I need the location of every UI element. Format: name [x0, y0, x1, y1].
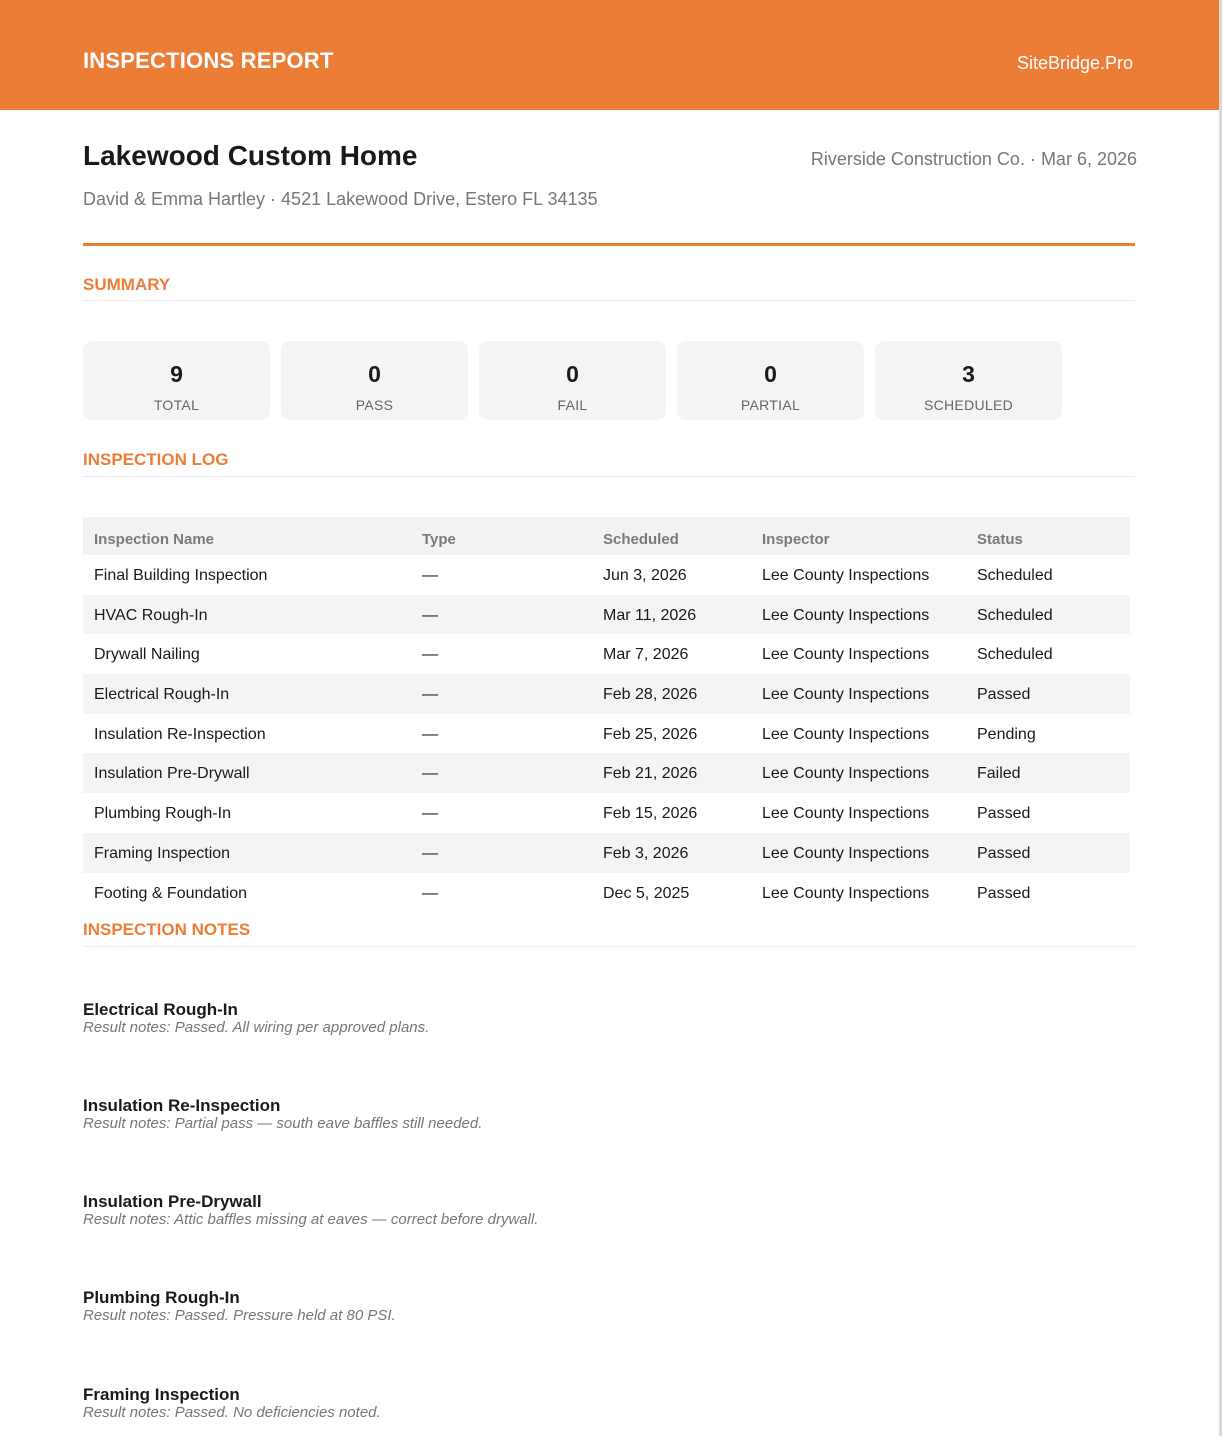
cell-inspection-name: Framing Inspection — [94, 844, 231, 862]
inspection-notes-heading: INSPECTION NOTES — [83, 920, 251, 939]
brand-name: SiteBridge.Pro — [1016, 53, 1133, 73]
cell-inspection-name: Insulation Re-Inspection — [94, 725, 266, 743]
cell-inspection-name: Drywall Nailing — [94, 646, 200, 664]
cell-type: — — [422, 646, 438, 664]
cell-type: — — [422, 686, 438, 704]
cell-inspection-name: Plumbing Rough-In — [94, 805, 231, 823]
cell-type: — — [422, 567, 438, 584]
cell-inspection-name: Final Building Inspection — [94, 567, 268, 584]
table-header-row — [83, 517, 1130, 555]
cell-type: — — [422, 725, 438, 743]
stat-card-total — [83, 341, 270, 420]
project-meta: Riverside Construction Co. · Mar 6, 2026 — [810, 149, 1137, 169]
cell-scheduled: Dec 5, 2025 — [603, 884, 690, 902]
cell-inspector: Lee County Inspections — [762, 646, 930, 664]
report-title: INSPECTIONS REPORT — [83, 48, 334, 73]
cell-status: Passed — [977, 884, 1031, 902]
summary-divider — [83, 300, 1135, 301]
table-row — [83, 674, 1130, 714]
cell-inspection-name: Insulation Pre-Drywall — [94, 765, 250, 783]
note-item — [83, 1193, 538, 1229]
column-header-status: Status — [977, 531, 1023, 548]
note-text: Result notes: Passed. All wiring per approved plans. — [83, 1019, 430, 1036]
cell-scheduled: Mar 7, 2026 — [603, 646, 689, 664]
cell-inspector: Lee County Inspections — [762, 606, 930, 624]
cell-status: Pending — [977, 725, 1036, 743]
stat-label: PASS — [355, 397, 394, 413]
note-title: Electrical Rough-In — [83, 1000, 238, 1019]
stat-card-pass — [281, 341, 468, 420]
cell-type: — — [422, 606, 438, 624]
cell-scheduled: Feb 21, 2026 — [603, 765, 698, 783]
cell-status: Passed — [977, 805, 1031, 823]
column-header-scheduled: Scheduled — [603, 531, 679, 548]
cell-inspector: Lee County Inspections — [762, 725, 930, 743]
table-row — [83, 833, 1130, 873]
table-row — [83, 714, 1130, 754]
inspection-log-table — [83, 517, 1130, 912]
column-header-name: Inspection Name — [94, 531, 215, 548]
header-divider — [83, 243, 1135, 246]
cell-inspection-name: Electrical Rough-In — [94, 686, 230, 704]
stat-label: TOTAL — [153, 397, 200, 413]
cell-inspector: Lee County Inspections — [762, 567, 930, 584]
table-row — [83, 753, 1130, 793]
cell-inspection-name: Footing & Foundation — [94, 884, 247, 902]
cell-inspector: Lee County Inspections — [762, 844, 930, 862]
project-address: David & Emma Hartley · 4521 Lakewood Drive, Estero FL 34135 — [83, 189, 598, 209]
cell-status: Passed — [977, 844, 1031, 862]
report-banner — [0, 0, 1219, 110]
table-row — [83, 634, 1130, 674]
inspection-log-divider — [83, 476, 1135, 477]
cell-scheduled: Jun 3, 2026 — [603, 567, 687, 584]
cell-status: Scheduled — [977, 606, 1053, 624]
note-text: Result notes: Passed. Pressure held at 80 PSI. — [83, 1307, 396, 1324]
column-header-type: Type — [422, 531, 456, 548]
cell-inspector: Lee County Inspections — [762, 884, 930, 902]
note-item — [83, 1386, 381, 1422]
cell-inspector: Lee County Inspections — [762, 765, 930, 783]
note-title: Insulation Pre-Drywall — [83, 1192, 262, 1211]
cell-type: — — [422, 844, 438, 862]
stat-value: 0 — [566, 361, 579, 387]
stat-card-scheduled — [875, 341, 1062, 420]
cell-status: Scheduled — [977, 646, 1053, 664]
stat-card-partial — [677, 341, 864, 420]
cell-status: Passed — [977, 686, 1031, 704]
project-name: Lakewood Custom Home — [83, 140, 418, 171]
stat-label: FAIL — [557, 397, 588, 413]
cell-status: Failed — [977, 765, 1021, 783]
inspection-log-heading: INSPECTION LOG — [83, 450, 229, 469]
cell-inspection-name: HVAC Rough-In — [94, 606, 208, 624]
cell-scheduled: Feb 15, 2026 — [603, 805, 698, 823]
cell-type: — — [422, 765, 438, 783]
note-text: Result notes: Passed. No deficiencies noted. — [83, 1404, 381, 1421]
table-row — [83, 873, 1130, 913]
cell-inspector: Lee County Inspections — [762, 686, 930, 704]
cell-scheduled: Feb 3, 2026 — [603, 844, 689, 862]
cell-scheduled: Feb 28, 2026 — [603, 686, 698, 704]
note-item — [83, 1001, 429, 1037]
note-text: Result notes: Partial pass — south eave baffles still needed. — [83, 1115, 483, 1132]
column-header-inspector: Inspector — [762, 531, 830, 548]
stat-label: SCHEDULED — [923, 397, 1014, 413]
note-item — [83, 1289, 396, 1325]
stat-value: 0 — [764, 361, 777, 387]
cell-type: — — [422, 805, 438, 823]
note-title: Framing Inspection — [83, 1385, 240, 1404]
cell-scheduled: Feb 25, 2026 — [603, 725, 698, 743]
cell-status: Scheduled — [977, 567, 1053, 584]
cell-type: — — [422, 884, 438, 902]
table-row — [83, 595, 1130, 635]
cell-scheduled: Mar 11, 2026 — [603, 606, 697, 624]
cell-inspector: Lee County Inspections — [762, 805, 930, 823]
stat-value: 9 — [170, 361, 183, 387]
stat-card-fail — [479, 341, 666, 420]
stat-label: PARTIAL — [740, 397, 801, 413]
table-row — [83, 555, 1130, 595]
note-title: Insulation Re-Inspection — [83, 1096, 281, 1115]
stat-value: 3 — [962, 361, 975, 387]
stat-value: 0 — [368, 361, 381, 387]
note-item — [83, 1097, 482, 1133]
inspection-notes-divider — [83, 946, 1135, 947]
table-row — [83, 793, 1130, 833]
note-text: Result notes: Attic baffles missing at eaves — correct before drywall. — [83, 1211, 539, 1228]
summary-heading: SUMMARY — [83, 275, 171, 294]
note-title: Plumbing Rough-In — [83, 1288, 240, 1307]
